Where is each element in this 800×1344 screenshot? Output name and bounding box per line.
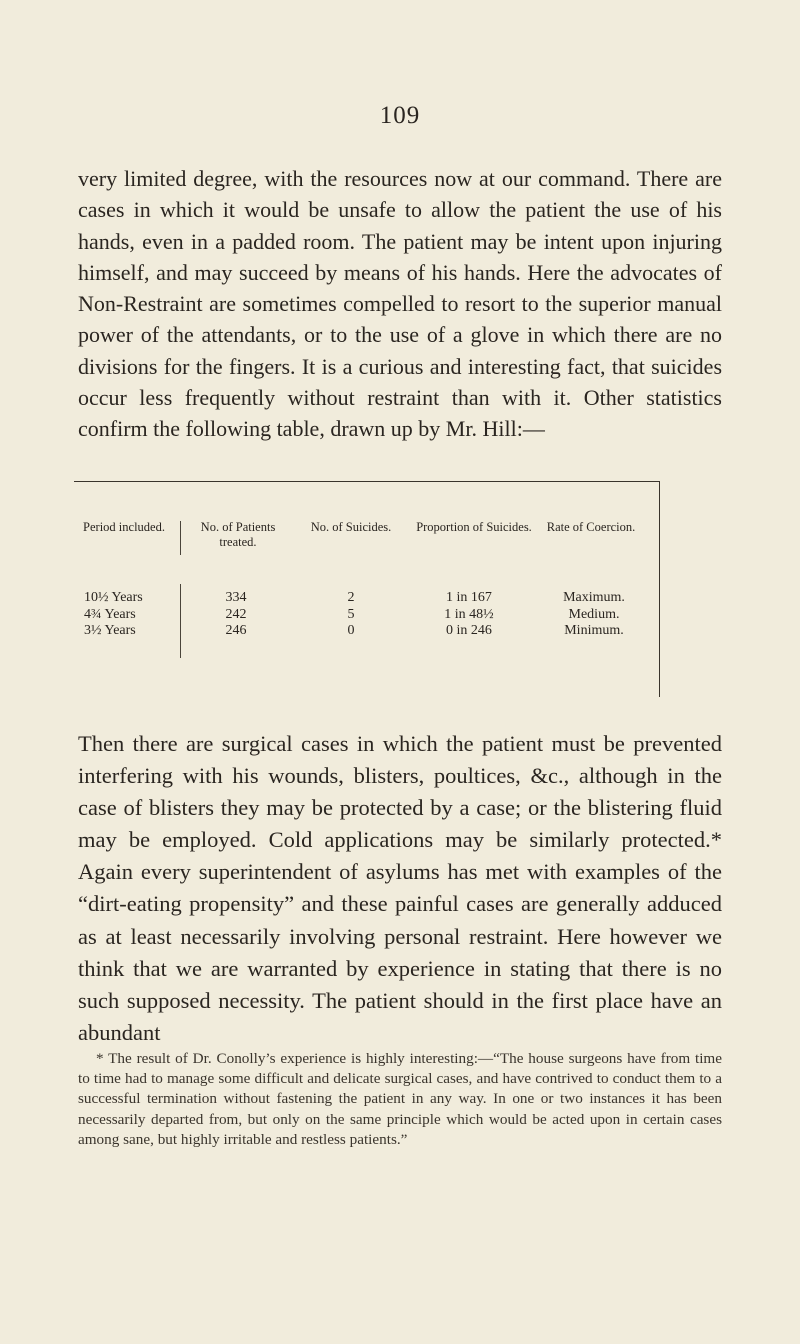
cell-patients: 242 bbox=[225, 606, 247, 622]
header-suicides: No. of Suicides. bbox=[310, 520, 392, 534]
column-proportion bbox=[414, 590, 524, 640]
table-right-rule bbox=[659, 481, 660, 697]
body-paragraph-2: Then there are surgical cases in which the patient must be prevented interfering with his wounds, blisters, poultices, &c., although in the case of blisters they may be protected by a case; or the blistering fluid may be employed. Cold applications may be similarly protected.* Again every superintendent of asylums has met with examples of the “dirt-eating propensity” and these painful cases are generally adduced as at least necessarily involving personal restraint. Here however we think that we are warranted by experience in stating that there is no such supposed necessity. The patient should in the first place have an abundant bbox=[78, 731, 722, 1045]
column-period bbox=[84, 590, 180, 640]
cell-patients: 246 bbox=[225, 623, 247, 638]
header-rate: Rate of Coercion. bbox=[546, 520, 636, 534]
header-proportion: Proportion of Suicides. bbox=[416, 520, 532, 534]
column-suicides bbox=[296, 590, 406, 640]
header-period: Period included. bbox=[83, 520, 165, 534]
header-patients: No. of Patients treated. bbox=[200, 520, 276, 549]
column-patients bbox=[182, 590, 290, 640]
cell-proportion: 1 in 167 bbox=[446, 590, 492, 605]
column-rate bbox=[536, 590, 652, 640]
footnote bbox=[78, 1049, 722, 1150]
column-divider bbox=[180, 584, 181, 658]
cell-rate: Maximum. bbox=[563, 590, 625, 605]
cell-rate: Minimum. bbox=[564, 623, 624, 638]
statistics-table bbox=[74, 481, 660, 697]
cell-period: 10½ Years bbox=[84, 590, 143, 605]
footnote-text: The result of Dr. Conolly’s experience is highly interesting:—“The house surgeons have from time to time had to manage some difficult and delicate surgical cases, and have contrived to conduct them to a successful termination without fastening the patient in any way. In one or two instances it has been necessarily departed from, but only on the same principle which would be acted upon in certain cases among sane, but highly irritable and restless patients.” bbox=[78, 1050, 722, 1148]
cell-patients: 334 bbox=[225, 590, 247, 605]
table-top-rule bbox=[74, 481, 660, 482]
cell-suicides: 2 bbox=[347, 590, 355, 605]
page-number: 109 bbox=[379, 102, 421, 129]
cell-suicides: 0 bbox=[347, 623, 355, 638]
column-divider bbox=[180, 521, 181, 555]
cell-period: 4¾ Years bbox=[84, 606, 136, 622]
cell-period: 3½ Years bbox=[84, 623, 136, 638]
cell-proportion: 1 in 48½ bbox=[444, 606, 494, 622]
cell-suicides: 5 bbox=[347, 606, 355, 622]
footnote-marker: * bbox=[96, 1050, 104, 1067]
cell-proportion: 0 in 246 bbox=[446, 623, 492, 638]
cell-rate: Medium. bbox=[568, 606, 620, 622]
body-paragraph-1: very limited degree, with the resources now at our command. There are cases in which it would be unsafe to allow the patient the use of his hands, even in a padded room. The patient may be intent upon injuring himself, and may succeed by means of his hands. Here the advocates of Non-Restraint are sometimes compelled to resort to the superior manual power of the attendants, or to the use of a glove in which there are no divisions for the fingers. It is a curious and interesting fact, that suicides occur less frequently without restraint than with it. Other statistics confirm the following table, drawn up by Mr. Hill:— bbox=[78, 166, 722, 442]
